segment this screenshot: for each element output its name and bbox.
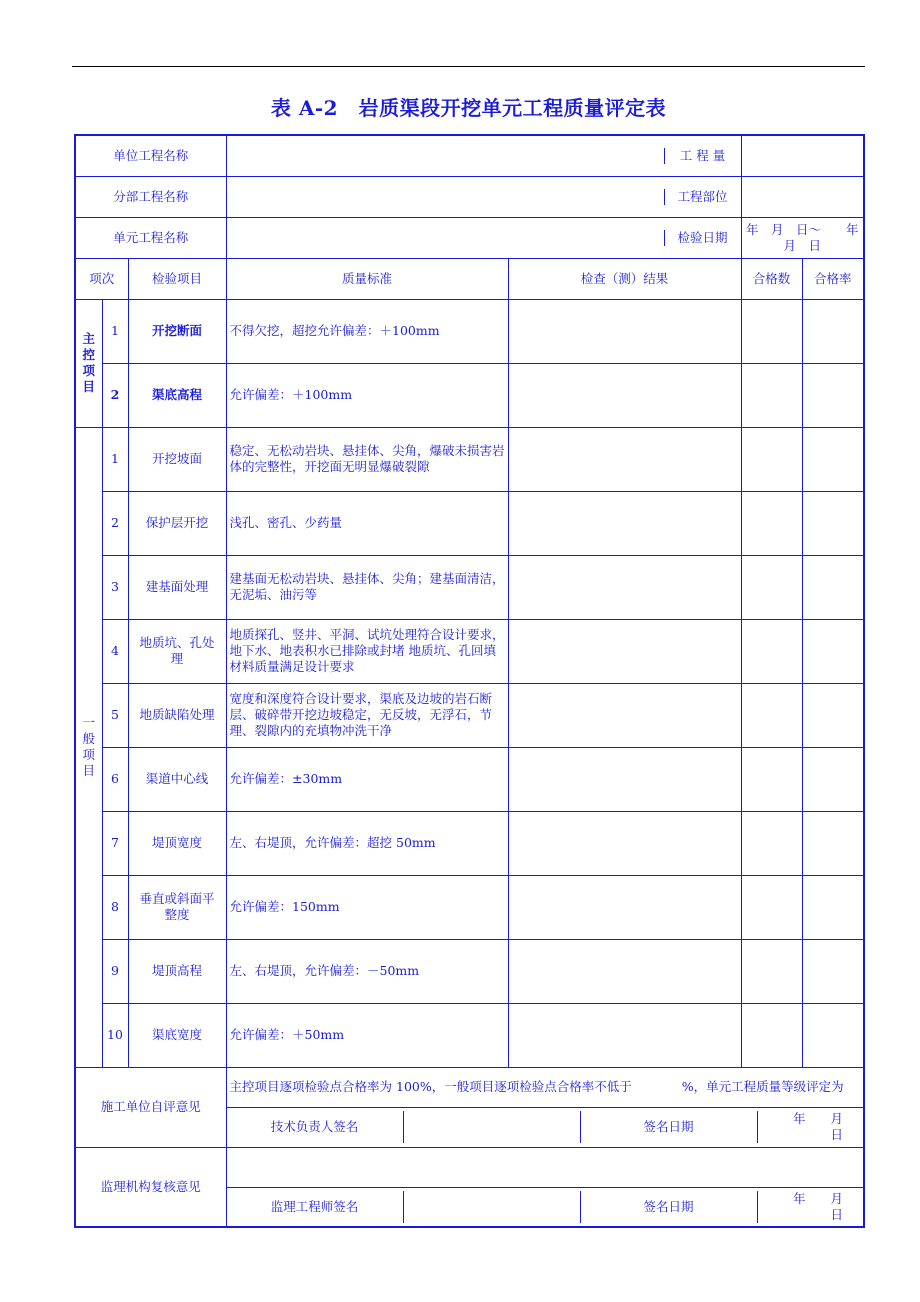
general-item-rate[interactable] — [802, 427, 864, 491]
general-item-result[interactable] — [508, 491, 741, 555]
general-item-standard: 浅孔、密孔、少药量 — [226, 491, 508, 555]
general-item-standard: 地质探孔、竖井、平洞、试坑处理符合设计要求，地下水、地表积水已排除或封堵 地质坑、孔回填材料质量满足设计要求 — [226, 619, 508, 683]
general-item-count[interactable] — [741, 491, 802, 555]
col-qualified-count: 合格数 — [741, 258, 802, 299]
main-item-standard: 不得欠挖，超挖允许偏差：＋100mm — [226, 299, 508, 363]
page-title: 表 A-2 岩质渠段开挖单元工程质量评定表 — [270, 96, 667, 120]
general-item-no: 9 — [102, 939, 128, 1003]
general-item-result[interactable] — [508, 811, 741, 875]
general-item-no: 3 — [102, 555, 128, 619]
general-item-name: 地质坑、孔处理 — [128, 619, 226, 683]
general-item-count[interactable] — [741, 939, 802, 1003]
evaluation-table — [74, 134, 872, 1228]
general-item-standard: 左、右堤顶，允许偏差：－50mm — [226, 939, 508, 1003]
general-item-result[interactable] — [508, 747, 741, 811]
general-item-name: 开挖坡面 — [128, 427, 226, 491]
supervisor-sign-field[interactable] — [403, 1191, 580, 1223]
general-item-standard: 左、右堤顶，允许偏差：超挖 50mm — [226, 811, 508, 875]
main-item-count[interactable] — [741, 299, 802, 363]
general-item-rate[interactable] — [802, 747, 864, 811]
self-eval-label: 施工单位自评意见 — [75, 1067, 226, 1147]
tech-lead-sign-label: 技术负责人签名 — [227, 1111, 404, 1143]
division-project-label: 分部工程名称 — [75, 176, 226, 217]
supervision-date-label: 签名日期 — [580, 1191, 757, 1223]
main-item-no: 2 — [102, 363, 128, 427]
main-group-label: 主控项目 — [75, 299, 102, 427]
main-item-no: 1 — [102, 299, 128, 363]
col-result: 检查（测）结果 — [508, 258, 741, 299]
general-item-rate[interactable] — [802, 875, 864, 939]
location-label: 工程部位 — [677, 188, 728, 204]
main-item-name: 渠底高程 — [128, 363, 226, 427]
supervision-opinion-field[interactable] — [226, 1147, 864, 1187]
general-item-result[interactable] — [508, 1003, 741, 1067]
general-item-name: 垂直或斜面平整度 — [128, 875, 226, 939]
self-eval-statement: 主控项目逐项检验点合格率为 100%，一般项目逐项检验点合格率不低于 %，单元工程质量等级评定为 — [226, 1067, 864, 1107]
main-item-rate[interactable] — [802, 363, 864, 427]
general-item-result[interactable] — [508, 619, 741, 683]
general-item-result[interactable] — [508, 939, 741, 1003]
supervisor-sign-label: 监理工程师签名 — [227, 1191, 404, 1223]
inspection-date-value: 年 月 日～ 年 月 日 — [741, 217, 864, 258]
general-item-name: 建基面处理 — [128, 555, 226, 619]
general-item-rate[interactable] — [802, 683, 864, 747]
general-item-standard: 允许偏差：＋50mm — [226, 1003, 508, 1067]
supervision-label: 监理机构复核意见 — [75, 1147, 226, 1227]
general-item-name: 保护层开挖 — [128, 491, 226, 555]
header-rule — [72, 66, 865, 67]
division-project-field[interactable] — [227, 189, 665, 205]
general-item-name: 堤顶宽度 — [128, 811, 226, 875]
element-project-field[interactable] — [227, 230, 665, 246]
general-item-result[interactable] — [508, 555, 741, 619]
general-item-count[interactable] — [741, 747, 802, 811]
col-item-no: 项次 — [75, 258, 128, 299]
general-item-count[interactable] — [741, 427, 802, 491]
element-project-label: 单元工程名称 — [75, 217, 226, 258]
general-item-standard: 稳定、无松动岩块、悬挂体、尖角，爆破未损害岩体的完整性，开挖面无明显爆破裂隙 — [226, 427, 508, 491]
general-item-no: 8 — [102, 875, 128, 939]
supervision-date-value: 年 月 日 — [793, 1190, 869, 1222]
general-item-no: 6 — [102, 747, 128, 811]
location-field[interactable] — [741, 176, 864, 217]
general-group-label: 一般项目 — [75, 427, 102, 1067]
main-item-rate[interactable] — [802, 299, 864, 363]
general-item-name: 渠底宽度 — [128, 1003, 226, 1067]
general-item-no: 5 — [102, 683, 128, 747]
general-item-rate[interactable] — [802, 811, 864, 875]
general-item-result[interactable] — [508, 875, 741, 939]
unit-project-field[interactable] — [227, 148, 665, 164]
quantity-field[interactable] — [741, 135, 864, 176]
self-eval-date-label: 签名日期 — [580, 1111, 757, 1143]
col-item: 检验项目 — [128, 258, 226, 299]
inspection-date-label: 检验日期 — [677, 229, 728, 245]
general-item-standard: 允许偏差：±30mm — [226, 747, 508, 811]
general-item-result[interactable] — [508, 427, 741, 491]
general-item-rate[interactable] — [802, 555, 864, 619]
general-item-no: 7 — [102, 811, 128, 875]
general-item-rate[interactable] — [802, 1003, 864, 1067]
general-item-count[interactable] — [741, 683, 802, 747]
general-item-no: 4 — [102, 619, 128, 683]
col-standard: 质量标准 — [226, 258, 508, 299]
general-item-standard: 建基面无松动岩块、悬挂体、尖角；建基面清洁，无泥垢、油污等 — [226, 555, 508, 619]
general-item-name: 堤顶高程 — [128, 939, 226, 1003]
general-item-count[interactable] — [741, 811, 802, 875]
general-item-rate[interactable] — [802, 619, 864, 683]
general-item-standard: 允许偏差：150mm — [226, 875, 508, 939]
quantity-label: 工 程 量 — [679, 147, 726, 163]
general-item-count[interactable] — [741, 1003, 802, 1067]
main-item-standard: 允许偏差：＋100mm — [226, 363, 508, 427]
main-item-result[interactable] — [508, 363, 741, 427]
main-item-result[interactable] — [508, 299, 741, 363]
general-item-rate[interactable] — [802, 939, 864, 1003]
general-item-name: 渠道中心线 — [128, 747, 226, 811]
general-item-no: 2 — [102, 491, 128, 555]
general-item-rate[interactable] — [802, 491, 864, 555]
general-item-count[interactable] — [741, 875, 802, 939]
general-item-no: 10 — [102, 1003, 128, 1067]
general-item-result[interactable] — [508, 683, 741, 747]
general-item-standard: 宽度和深度符合设计要求，渠底及边坡的岩石断层、破碎带开挖边坡稳定，无反坡，无浮石，节理、裂隙内的充填物冲洗干净 — [226, 683, 508, 747]
tech-lead-sign-field[interactable] — [403, 1111, 580, 1143]
self-eval-date-value: 年 月 日 — [793, 1111, 869, 1142]
unit-project-label: 单位工程名称 — [75, 135, 226, 176]
main-item-count[interactable] — [741, 363, 802, 427]
main-item-name: 开挖断面 — [128, 299, 226, 363]
general-item-name: 地质缺陷处理 — [128, 683, 226, 747]
general-item-count[interactable] — [741, 555, 802, 619]
general-item-no: 1 — [102, 427, 128, 491]
col-qualified-rate: 合格率 — [802, 258, 864, 299]
general-item-count[interactable] — [741, 619, 802, 683]
